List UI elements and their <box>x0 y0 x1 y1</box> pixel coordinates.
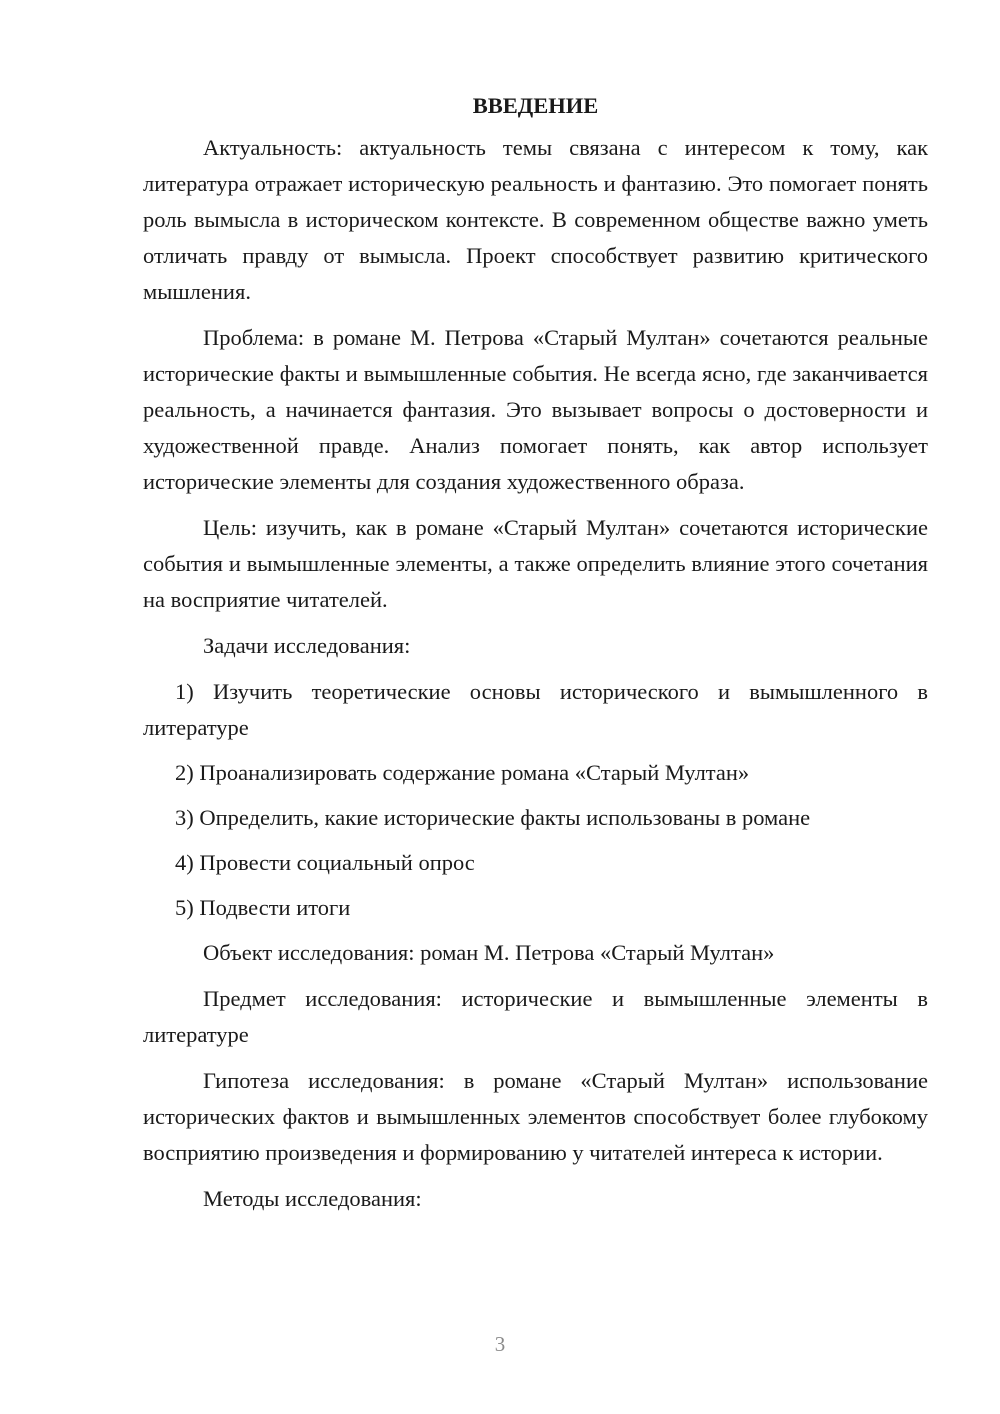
tasks-list <box>143 674 928 926</box>
task-item-4: 4) Провести социальный опрос <box>175 850 475 875</box>
problem-paragraph: Проблема: в романе М. Петрова «Старый Мултан» сочетаются реальные исторические факты и вымышленные события. Не всегда ясно, где заканчивается реальность, а начинается фантазия. Это вызывает вопросы о достоверности и художественной правде. Анализ помогает понять, как автор использует исторические элементы для создания художественного образа. <box>143 325 928 494</box>
task-item-5: 5) Подвести итоги <box>175 895 351 920</box>
tasks-heading: Задачи исследования: <box>203 633 411 658</box>
subject-paragraph: Предмет исследования: исторические и вымышленные элементы в литературе <box>143 986 928 1047</box>
hypothesis-paragraph: Гипотеза исследования: в романе «Старый Мултан» использование исторических фактов и вымышленных элементов способствует более глубокому восприятию произведения и формированию у читателей интереса к истории. <box>143 1068 928 1165</box>
section-title: ВВЕДЕНИЕ <box>472 93 599 118</box>
task-item-2: 2) Проанализировать содержание романа «Старый Мултан» <box>175 760 750 785</box>
task-item-1: 1) Изучить теоретические основы исторического и вымышленного в литературе <box>143 679 928 740</box>
document-page <box>143 88 928 1227</box>
methods-heading: Методы исследования: <box>203 1186 422 1211</box>
page-number: 3 <box>494 1332 506 1356</box>
object-paragraph: Объект исследования: роман М. Петрова «Старый Мултан» <box>203 940 775 965</box>
relevance-paragraph: Актуальность: актуальность темы связана с интересом к тому, как литература отражает историческую реальность и фантазию. Это помогает понять роль вымысла в историческом контексте. В современном обществе важно уметь отличать правду от вымысла. Проект способствует развитию критического мышления. <box>143 135 928 304</box>
task-item-3: 3) Определить, какие исторические факты использованы в романе <box>175 805 811 830</box>
goal-paragraph: Цель: изучить, как в романе «Старый Мултан» сочетаются исторические события и вымышленные элементы, а также определить влияние этого сочетания на восприятие читателей. <box>143 515 928 612</box>
